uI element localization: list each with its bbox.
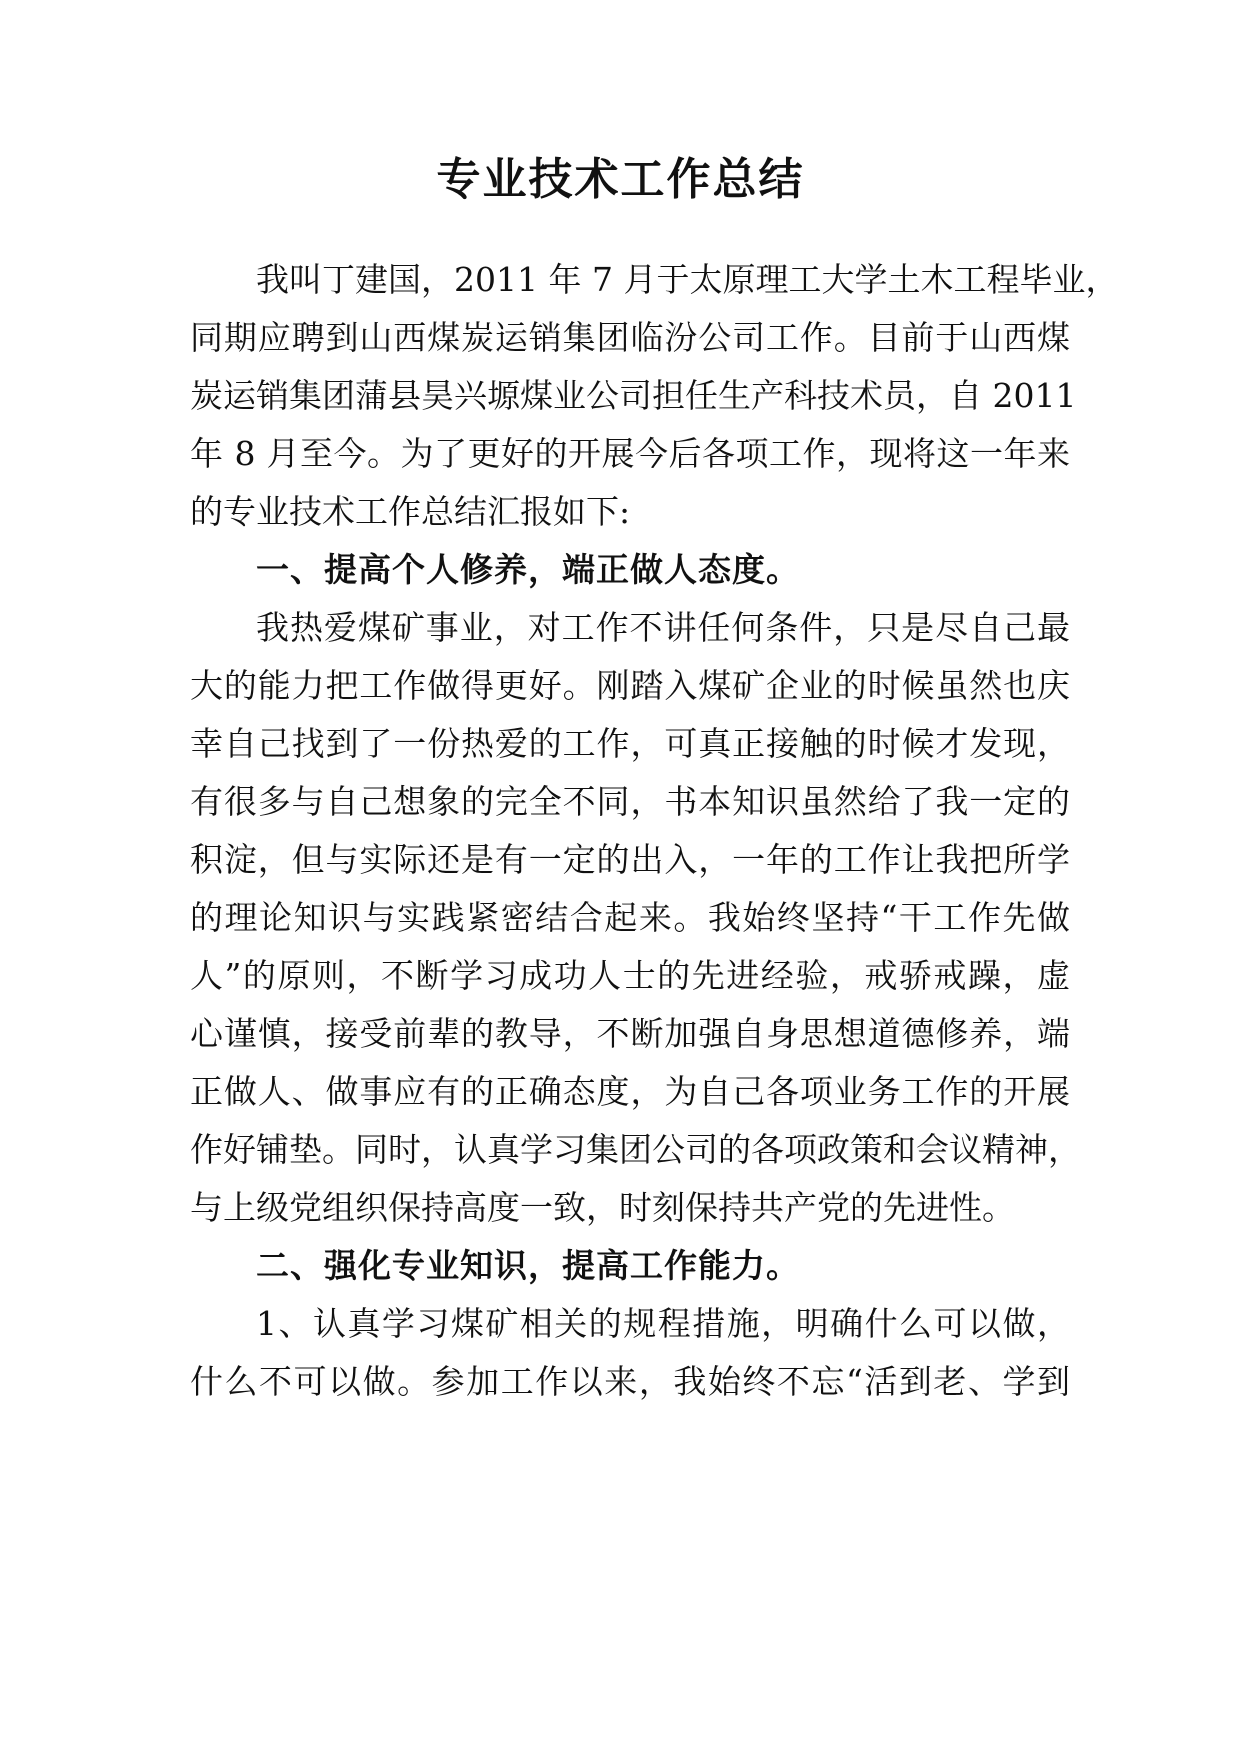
text-line: 年 8 月至今。为了更好的开展今后各项工作，现将这一年来 [190,434,1070,473]
text-line: 大的能力把工作做得更好。刚踏入煤矿企业的时候虽然也庆 [190,666,1070,705]
text-line: 作好铺垫。同时，认真学习集团公司的各项政策和会议精神， [190,1130,1081,1169]
text-line: 有很多与自己想象的完全不同，书本知识虽然给了我一定的 [190,782,1070,821]
text-line: 积淀，但与实际还是有一定的出入，一年的工作让我把所学 [190,840,1070,879]
text-line: 心谨慎，接受前辈的教导，不断加强自身思想道德修养，端 [190,1014,1070,1053]
text-line: 人”的原则，不断学习成功人士的先进经验，戒骄戒躁，虚 [190,956,1070,995]
text-line: 幸自己找到了一份热爱的工作，可真正接触的时候才发现， [190,724,1070,763]
text-line: 我叫丁建国，2011 年 7 月于太原理工大学土木工程毕业， [256,260,1119,299]
text-line: 正做人、做事应有的正确态度，为自己各项业务工作的开展 [190,1072,1070,1111]
text-line: 与上级党组织保持高度一致，时刻保持共产党的先进性。 [190,1188,1015,1227]
text-line: 的专业技术工作总结汇报如下: [190,492,631,531]
page-title: 专业技术工作总结 [436,154,805,205]
text-line: 1、认真学习煤矿相关的规程措施，明确什么可以做， [256,1304,1070,1343]
text-line: 同期应聘到山西煤炭运销集团临汾公司工作。目前于山西煤 [190,318,1070,357]
text-line: 炭运销集团蒲县昊兴塬煤业公司担任生产科技术员，自 2011 [190,376,1077,415]
text-line: 什么不可以做。参加工作以来，我始终不忘“活到老、学到 [190,1362,1070,1401]
text-line: 的理论知识与实践紧密结合起来。我始终坚持“干工作先做 [190,898,1070,937]
section-heading: 一、提高个人修养，端正做人态度。 [256,550,800,589]
text-line: 我热爱煤矿事业，对工作不讲任何条件，只是尽自己最 [256,608,1070,647]
section-heading: 二、强化专业知识，提高工作能力。 [256,1246,800,1285]
